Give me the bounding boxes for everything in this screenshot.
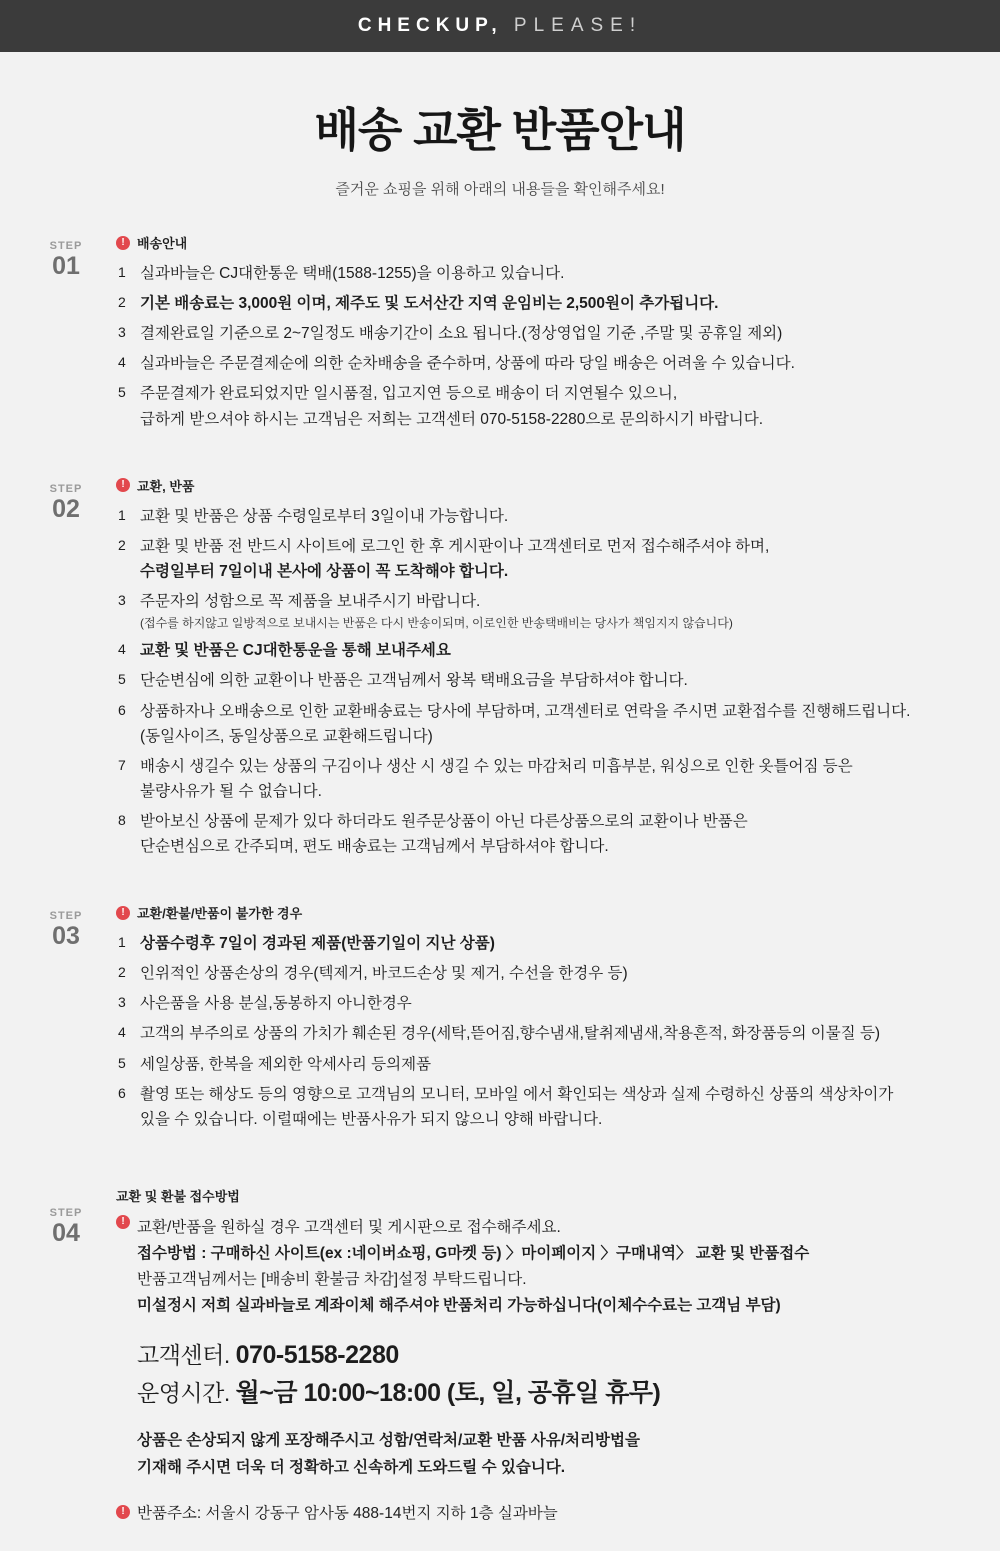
return-address-row [116, 1501, 970, 1523]
list-item-line: 상품수령후 7일이 경과된 제품(반품기일이 지난 상품) [140, 935, 495, 953]
step-number: 03 [52, 922, 80, 951]
list-item-line: 교환 및 반품은 CJ대한통운을 통해 보내주세요 [140, 642, 451, 660]
list-item [116, 1082, 970, 1132]
step-number: 02 [52, 494, 80, 523]
contact-label: 고객센터. [137, 1342, 230, 1369]
exclaim-icon: ! [116, 236, 130, 250]
step-item-list [116, 504, 970, 860]
step-block-01 [0, 233, 1000, 432]
step-number: 04 [52, 1218, 80, 1247]
contact-block [116, 1337, 970, 1412]
list-item-line: (동일사이즈, 동일상품으로 교환해드립니다) [140, 727, 433, 745]
step-number: 01 [52, 252, 80, 280]
list-item [116, 809, 970, 859]
contact-line [137, 1375, 970, 1413]
list-item-index: 3 [118, 324, 126, 341]
list-item-index: 1 [118, 264, 126, 280]
step-heading-row [116, 233, 970, 252]
step-label: STEP [49, 910, 83, 923]
list-item [116, 589, 970, 633]
brand-title-light: PLEASE! [513, 15, 643, 36]
step4-intro-row [116, 1215, 970, 1319]
list-item [116, 1052, 970, 1077]
step-block-03 [0, 903, 1000, 1132]
step4-line: 반품고객님께서는 [배송비 환불금 차감]설정 부탁드립니다. [137, 1270, 527, 1288]
top-banner [0, 0, 1000, 52]
list-item-line: 인위적인 상품손상의 경우(텍제거, 바코드손상 및 제거, 수선을 한경우 등) [140, 965, 628, 983]
step-heading: 교환/환불/반품이 불가한 경우 [137, 906, 303, 922]
list-item-line: 실과바늘은 CJ대한통운 택배(1588-1255)을 이용하고 있습니다. [140, 265, 565, 282]
list-item [116, 699, 970, 749]
list-item-line: 상품하자나 오배송으로 인한 교환배송료는 당사에 부담하며, 고객센터로 연락을 주시면 교환접수를 진행해드립니다. [140, 702, 911, 720]
list-item-index: 4 [118, 641, 126, 658]
list-item-index: 2 [118, 964, 126, 981]
list-item-index: 2 [118, 294, 126, 311]
list-item-index: 8 [118, 811, 126, 828]
step4-line: 교환/반품을 원하실 경우 고객센터 및 게시판으로 접수해주세요. [137, 1218, 561, 1236]
list-item-index: 6 [118, 1084, 126, 1101]
list-item-index: 1 [118, 934, 126, 951]
step4-line: 접수방법 : 구매하신 사이트(ex :네이버쇼핑, G마켓 등) 〉마이페이지 〉구매내역〉 교환 및 반품접수 [137, 1244, 810, 1262]
list-item-index: 2 [118, 536, 126, 553]
step-badge-03 [38, 911, 94, 949]
step-item-list [116, 931, 970, 1132]
brand-title-strong: CHECKUP, [357, 15, 503, 36]
list-item-index: 1 [118, 506, 126, 523]
return-address-text: 반품주소: 서울시 강동구 암사동 488-14번지 지하 1층 실과바늘 [137, 1505, 558, 1523]
page-subtitle: 즐거운 쇼핑을 위해 아래의 내용들을 확인해주세요! [335, 181, 665, 198]
list-item [116, 638, 970, 663]
list-item-line: 교환 및 반품은 상품 수령일로부터 3일이내 가능합니다. [140, 507, 509, 525]
list-item-line: 받아보신 상품에 문제가 있다 하더라도 원주문상품이 아닌 다른상품으로의 교환이나 반품은 [140, 812, 748, 830]
list-item-line: 세일상품, 한복을 제외한 악세사리 등의제품 [140, 1055, 432, 1073]
page-title: 배송 교환 반품안내 [314, 104, 686, 156]
list-item-line: 고객의 부주의로 상품의 가치가 훼손된 경우(세탁,뜯어짐,향수냄새,탈취제냄새,착용흔적, 화장품등의 이물질 등) [140, 1025, 881, 1043]
closing-block [116, 1428, 970, 1481]
list-item-line: 배송시 생길수 있는 상품의 구김이나 생산 시 생길 수 있는 마감처리 미흡부분, 워싱으로 인한 옷틀어짐 등은 [140, 757, 853, 775]
step-label: STEP [49, 482, 83, 495]
step-label: STEP [49, 1206, 83, 1219]
step-block-04 [0, 1186, 1000, 1523]
step4-lines [137, 1215, 809, 1319]
step-label: STEP [49, 240, 83, 252]
list-item-index: 4 [118, 354, 126, 371]
closing-line: 상품은 손상되지 않게 포장해주시고 성함/연락처/교환 반품 사유/처리방법을 [137, 1432, 640, 1450]
list-item [116, 261, 970, 286]
step-heading-row [116, 903, 970, 922]
list-item-line: (접수를 하지않고 일방적으로 보내시는 반품은 다시 반송이되며, 이로인한 반송택배비는 당사가 책임지지 않습니다) [140, 616, 733, 631]
closing-line: 기재해 주시면 더욱 더 정확하고 신속하게 도와드릴 수 있습니다. [137, 1458, 566, 1476]
list-item-line: 급하게 받으셔야 하시는 고객님은 저희는 고객센터 070-5158-2280으로 문의하시기 바랍니다. [140, 410, 764, 428]
list-item-index: 5 [118, 1054, 126, 1071]
list-item [116, 351, 970, 376]
list-item-index: 7 [118, 756, 126, 773]
brand-title [358, 15, 642, 37]
list-item-line: 주문자의 성함으로 꼭 제품을 보내주시기 바랍니다. [140, 592, 481, 610]
exclaim-icon: ! [116, 478, 130, 492]
list-item [116, 931, 970, 956]
list-item [116, 504, 970, 529]
contact-value: 070-5158-2280 [235, 1341, 399, 1370]
list-item-line: 단순변심에 의한 교환이나 반품은 고객님께서 왕복 택배요금을 부담하셔야 합니다. [140, 672, 688, 690]
list-item-line: 촬영 또는 해상도 등의 영향으로 고객님의 모니터, 모바일 에서 확인되는 색상과 실제 수령하신 상품의 색상차이가 [140, 1085, 894, 1103]
list-item-line: 있을 수 있습니다. 이럴때에는 반품사유가 되지 않으니 양해 바랍니다. [140, 1110, 603, 1128]
list-item [116, 381, 970, 431]
list-item-line: 결제완료일 기준으로 2~7일정도 배송기간이 소요 됩니다.(정상영업일 기준 ,주말 및 공휴일 제외) [140, 325, 783, 343]
list-item [116, 961, 970, 986]
step-badge-02 [38, 484, 94, 522]
step-block-02 [0, 476, 1000, 860]
exclaim-icon: ! [116, 906, 130, 920]
steps-container [0, 233, 1000, 1132]
list-item [116, 991, 970, 1016]
step-badge-04 [38, 1208, 94, 1246]
contact-line [137, 1337, 970, 1375]
contact-value: 월~금 10:00~18:00 (토, 일, 공휴일 휴무) [235, 1378, 661, 1407]
list-item-line: 수령일부터 7일이내 본사에 상품이 꼭 도착해야 합니다. [140, 562, 509, 580]
list-item [116, 291, 970, 316]
list-item-index: 5 [118, 384, 126, 401]
list-item [116, 754, 970, 804]
list-item-line: 주문결제가 완료되었지만 일시품절, 입고지연 등으로 배송이 더 지연될수 있으니, [140, 385, 678, 403]
list-item-index: 3 [118, 994, 126, 1011]
list-item [116, 534, 970, 584]
list-item-line: 기본 배송료는 3,000원 이며, 제주도 및 도서산간 지역 운임비는 2,500원이 추가됩니다. [140, 295, 719, 313]
list-item-index: 3 [118, 591, 126, 608]
exclaim-icon: ! [116, 1505, 130, 1519]
page-header [0, 52, 1000, 199]
list-item [116, 1021, 970, 1046]
exclaim-icon: ! [116, 1215, 130, 1229]
list-item-line: 사은품을 사용 분실,동봉하지 아니한경우 [140, 995, 412, 1013]
step4-heading: 교환 및 환불 접수방법 [116, 1188, 240, 1204]
list-item-line: 불량사유가 될 수 없습니다. [140, 782, 322, 800]
list-item-line: 실과바늘은 주문결제순에 의한 순차배송을 준수하며, 상품에 따라 당일 배송은 어려울 수 있습니다. [140, 355, 795, 373]
step-heading-row [116, 476, 970, 495]
step-item-list [116, 261, 970, 432]
list-item-index: 4 [118, 1024, 126, 1041]
list-item-line: 교환 및 반품 전 반드시 사이트에 로그인 한 후 게시판이나 고객센터로 먼저 접수해주셔야 하며, [140, 537, 770, 555]
step-heading: 배송안내 [137, 236, 188, 251]
step-badge-01 [38, 241, 94, 279]
contact-label: 운영시간. [137, 1379, 230, 1406]
list-item-line: 단순변심으로 간주되며, 편도 배송료는 고객님께서 부담하셔야 합니다. [140, 838, 609, 856]
list-item-index: 6 [118, 701, 126, 718]
list-item-index: 5 [118, 671, 126, 688]
step-heading: 교환, 반품 [137, 478, 195, 494]
step4-line: 미설정시 저희 실과바늘로 계좌이체 해주셔야 반품처리 가능하십니다(이체수수료는 고객님 부담) [137, 1297, 781, 1315]
list-item [116, 668, 970, 693]
list-item [116, 321, 970, 346]
